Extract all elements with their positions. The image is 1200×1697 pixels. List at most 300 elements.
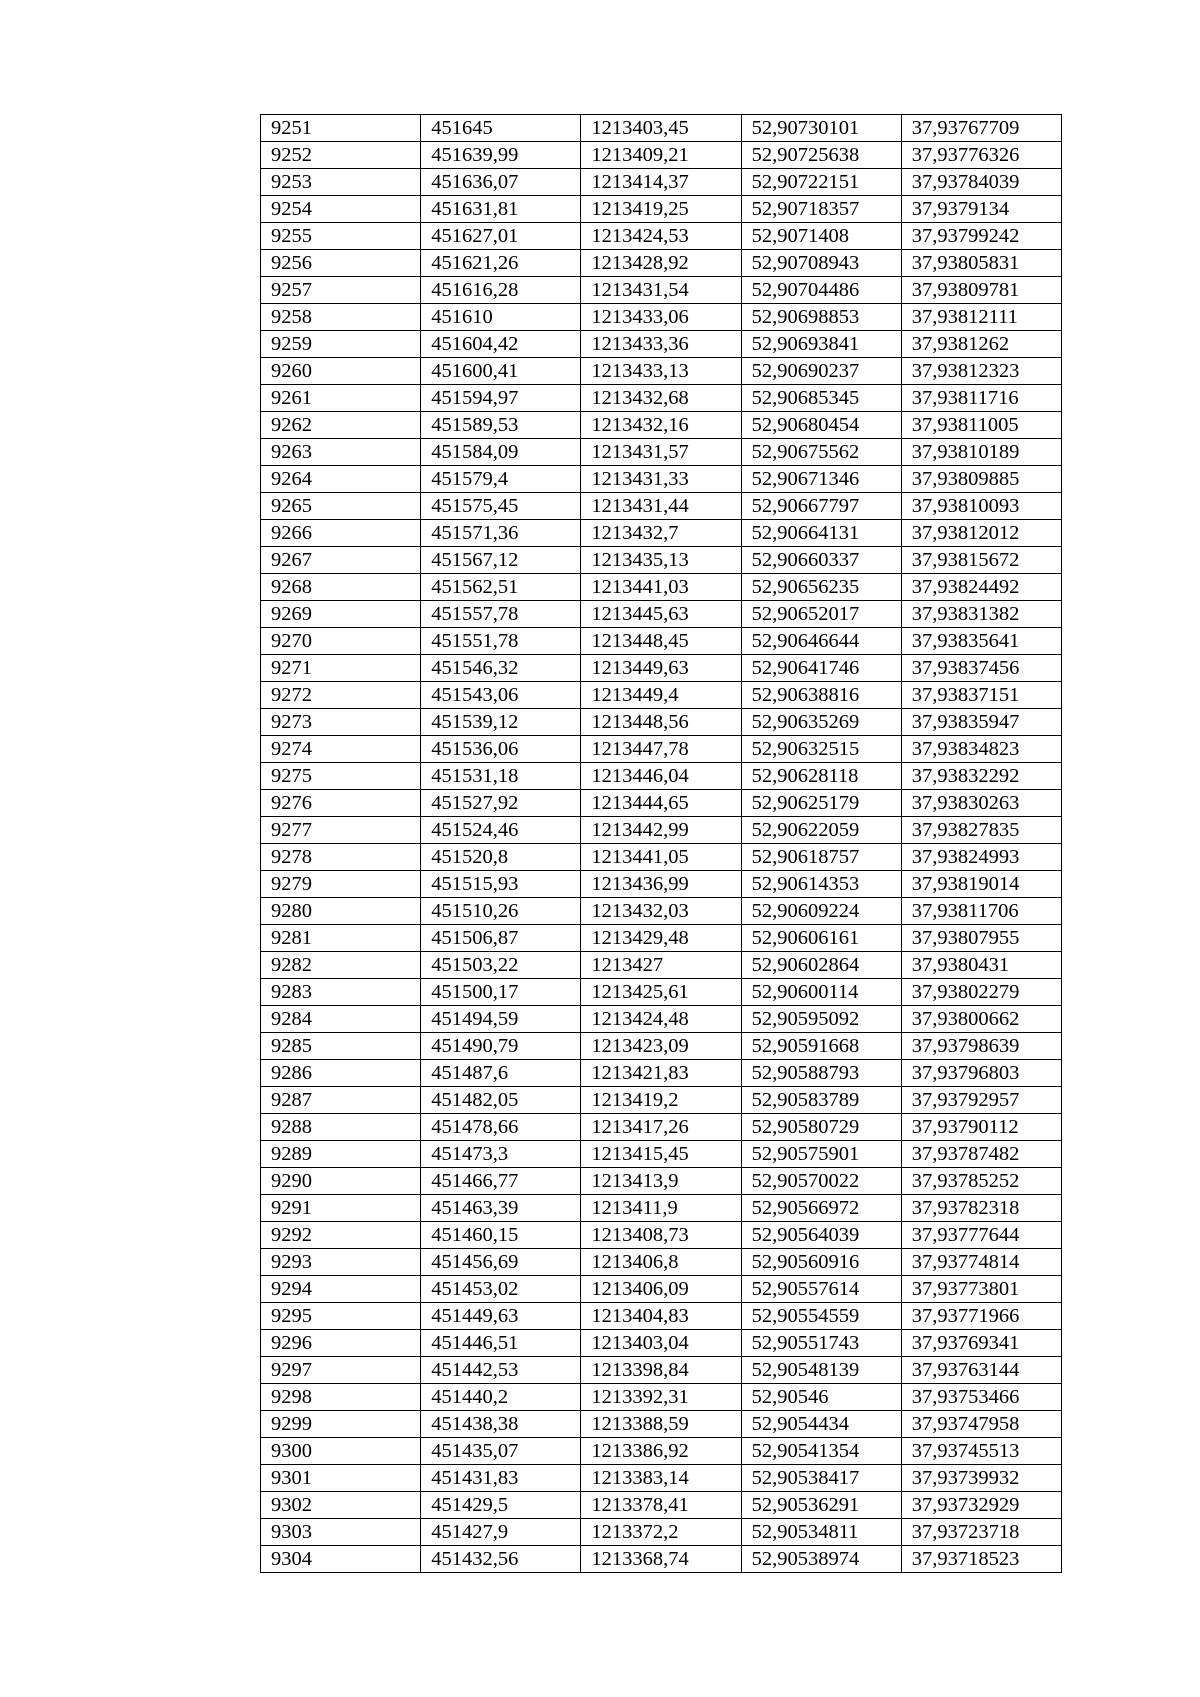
latitude-cell: 52,90646644: [741, 628, 901, 655]
y-coordinate-cell: 1213432,03: [581, 898, 741, 925]
latitude-cell: 52,90591668: [741, 1033, 901, 1060]
x-coordinate-cell: 451636,07: [421, 169, 581, 196]
point-number-cell: 9276: [261, 790, 421, 817]
longitude-cell: 37,93745513: [901, 1438, 1061, 1465]
latitude-cell: 52,90625179: [741, 790, 901, 817]
longitude-cell: 37,93732929: [901, 1492, 1061, 1519]
longitude-cell: 37,93810093: [901, 493, 1061, 520]
x-coordinate-cell: 451473,3: [421, 1141, 581, 1168]
latitude-cell: 52,90564039: [741, 1222, 901, 1249]
table-row: [261, 358, 1062, 385]
longitude-cell: 37,93812111: [901, 304, 1061, 331]
longitude-cell: 37,93812012: [901, 520, 1061, 547]
longitude-cell: 37,93824492: [901, 574, 1061, 601]
point-number-cell: 9256: [261, 250, 421, 277]
table-row: [261, 142, 1062, 169]
x-coordinate-cell: 451579,4: [421, 466, 581, 493]
longitude-cell: 37,93718523: [901, 1546, 1061, 1573]
x-coordinate-cell: 451487,6: [421, 1060, 581, 1087]
longitude-cell: 37,93835641: [901, 628, 1061, 655]
point-number-cell: 9302: [261, 1492, 421, 1519]
table-row: [261, 1141, 1062, 1168]
longitude-cell: 37,93782318: [901, 1195, 1061, 1222]
x-coordinate-cell: 451562,51: [421, 574, 581, 601]
x-coordinate-cell: 451543,06: [421, 682, 581, 709]
x-coordinate-cell: 451494,59: [421, 1006, 581, 1033]
longitude-cell: 37,93787482: [901, 1141, 1061, 1168]
latitude-cell: 52,90671346: [741, 466, 901, 493]
table-row: [261, 250, 1062, 277]
longitude-cell: 37,93774814: [901, 1249, 1061, 1276]
latitude-cell: 52,90600114: [741, 979, 901, 1006]
x-coordinate-cell: 451616,28: [421, 277, 581, 304]
y-coordinate-cell: 1213432,7: [581, 520, 741, 547]
longitude-cell: 37,93810189: [901, 439, 1061, 466]
latitude-cell: 52,9071408: [741, 223, 901, 250]
point-number-cell: 9301: [261, 1465, 421, 1492]
y-coordinate-cell: 1213428,92: [581, 250, 741, 277]
y-coordinate-cell: 1213448,56: [581, 709, 741, 736]
x-coordinate-cell: 451621,26: [421, 250, 581, 277]
y-coordinate-cell: 1213378,41: [581, 1492, 741, 1519]
longitude-cell: 37,93807955: [901, 925, 1061, 952]
y-coordinate-cell: 1213433,06: [581, 304, 741, 331]
latitude-cell: 52,90560916: [741, 1249, 901, 1276]
y-coordinate-cell: 1213442,99: [581, 817, 741, 844]
latitude-cell: 52,90622059: [741, 817, 901, 844]
x-coordinate-cell: 451520,8: [421, 844, 581, 871]
latitude-cell: 52,90652017: [741, 601, 901, 628]
x-coordinate-cell: 451442,53: [421, 1357, 581, 1384]
point-number-cell: 9263: [261, 439, 421, 466]
y-coordinate-cell: 1213411,9: [581, 1195, 741, 1222]
point-number-cell: 9297: [261, 1357, 421, 1384]
latitude-cell: 52,90609224: [741, 898, 901, 925]
y-coordinate-cell: 1213403,04: [581, 1330, 741, 1357]
point-number-cell: 9286: [261, 1060, 421, 1087]
y-coordinate-cell: 1213413,9: [581, 1168, 741, 1195]
point-number-cell: 9298: [261, 1384, 421, 1411]
x-coordinate-cell: 451645: [421, 115, 581, 142]
longitude-cell: 37,93834823: [901, 736, 1061, 763]
longitude-cell: 37,93837456: [901, 655, 1061, 682]
table-row: [261, 601, 1062, 628]
point-number-cell: 9272: [261, 682, 421, 709]
latitude-cell: 52,90722151: [741, 169, 901, 196]
longitude-cell: 37,93773801: [901, 1276, 1061, 1303]
x-coordinate-cell: 451515,93: [421, 871, 581, 898]
longitude-cell: 37,93763144: [901, 1357, 1061, 1384]
table-row: [261, 196, 1062, 223]
x-coordinate-cell: 451463,39: [421, 1195, 581, 1222]
x-coordinate-cell: 451571,36: [421, 520, 581, 547]
x-coordinate-cell: 451551,78: [421, 628, 581, 655]
latitude-cell: 52,90606161: [741, 925, 901, 952]
x-coordinate-cell: 451567,12: [421, 547, 581, 574]
latitude-cell: 52,90660337: [741, 547, 901, 574]
latitude-cell: 52,90690237: [741, 358, 901, 385]
point-number-cell: 9267: [261, 547, 421, 574]
latitude-cell: 52,90548139: [741, 1357, 901, 1384]
longitude-cell: 37,9381262: [901, 331, 1061, 358]
y-coordinate-cell: 1213392,31: [581, 1384, 741, 1411]
latitude-cell: 52,90730101: [741, 115, 901, 142]
y-coordinate-cell: 1213408,73: [581, 1222, 741, 1249]
y-coordinate-cell: 1213404,83: [581, 1303, 741, 1330]
table-row: [261, 331, 1062, 358]
coordinates-table-body: [261, 115, 1062, 1573]
x-coordinate-cell: 451610: [421, 304, 581, 331]
latitude-cell: 52,90557614: [741, 1276, 901, 1303]
latitude-cell: 52,90588793: [741, 1060, 901, 1087]
point-number-cell: 9269: [261, 601, 421, 628]
table-row: [261, 1087, 1062, 1114]
x-coordinate-cell: 451446,51: [421, 1330, 581, 1357]
table-row: [261, 682, 1062, 709]
latitude-cell: 52,90546: [741, 1384, 901, 1411]
y-coordinate-cell: 1213423,09: [581, 1033, 741, 1060]
y-coordinate-cell: 1213368,74: [581, 1546, 741, 1573]
longitude-cell: 37,93753466: [901, 1384, 1061, 1411]
y-coordinate-cell: 1213433,13: [581, 358, 741, 385]
x-coordinate-cell: 451500,17: [421, 979, 581, 1006]
y-coordinate-cell: 1213372,2: [581, 1519, 741, 1546]
latitude-cell: 52,90618757: [741, 844, 901, 871]
y-coordinate-cell: 1213409,21: [581, 142, 741, 169]
y-coordinate-cell: 1213431,44: [581, 493, 741, 520]
x-coordinate-cell: 451546,32: [421, 655, 581, 682]
longitude-cell: 37,93811005: [901, 412, 1061, 439]
table-row: [261, 1411, 1062, 1438]
table-row: [261, 898, 1062, 925]
x-coordinate-cell: 451531,18: [421, 763, 581, 790]
table-row: [261, 385, 1062, 412]
latitude-cell: 52,90667797: [741, 493, 901, 520]
latitude-cell: 52,90638816: [741, 682, 901, 709]
y-coordinate-cell: 1213398,84: [581, 1357, 741, 1384]
latitude-cell: 52,90595092: [741, 1006, 901, 1033]
latitude-cell: 52,90551743: [741, 1330, 901, 1357]
longitude-cell: 37,93819014: [901, 871, 1061, 898]
coordinates-table: [260, 114, 1062, 1573]
latitude-cell: 52,90538417: [741, 1465, 901, 1492]
point-number-cell: 9258: [261, 304, 421, 331]
longitude-cell: 37,93824993: [901, 844, 1061, 871]
point-number-cell: 9261: [261, 385, 421, 412]
y-coordinate-cell: 1213419,25: [581, 196, 741, 223]
x-coordinate-cell: 451594,97: [421, 385, 581, 412]
point-number-cell: 9254: [261, 196, 421, 223]
table-row: [261, 628, 1062, 655]
y-coordinate-cell: 1213414,37: [581, 169, 741, 196]
longitude-cell: 37,93831382: [901, 601, 1061, 628]
longitude-cell: 37,93832292: [901, 763, 1061, 790]
y-coordinate-cell: 1213386,92: [581, 1438, 741, 1465]
longitude-cell: 37,93827835: [901, 817, 1061, 844]
y-coordinate-cell: 1213424,48: [581, 1006, 741, 1033]
latitude-cell: 52,90718357: [741, 196, 901, 223]
point-number-cell: 9285: [261, 1033, 421, 1060]
table-row: [261, 223, 1062, 250]
latitude-cell: 52,90641746: [741, 655, 901, 682]
table-row: [261, 1546, 1062, 1573]
table-row: [261, 439, 1062, 466]
y-coordinate-cell: 1213403,45: [581, 115, 741, 142]
x-coordinate-cell: 451604,42: [421, 331, 581, 358]
x-coordinate-cell: 451631,81: [421, 196, 581, 223]
latitude-cell: 52,90635269: [741, 709, 901, 736]
x-coordinate-cell: 451453,02: [421, 1276, 581, 1303]
point-number-cell: 9293: [261, 1249, 421, 1276]
y-coordinate-cell: 1213431,33: [581, 466, 741, 493]
y-coordinate-cell: 1213449,63: [581, 655, 741, 682]
y-coordinate-cell: 1213436,99: [581, 871, 741, 898]
x-coordinate-cell: 451478,66: [421, 1114, 581, 1141]
longitude-cell: 37,93747958: [901, 1411, 1061, 1438]
table-row: [261, 1492, 1062, 1519]
y-coordinate-cell: 1213441,03: [581, 574, 741, 601]
table-row: [261, 1033, 1062, 1060]
longitude-cell: 37,93811716: [901, 385, 1061, 412]
longitude-cell: 37,93784039: [901, 169, 1061, 196]
longitude-cell: 37,93739932: [901, 1465, 1061, 1492]
longitude-cell: 37,93802279: [901, 979, 1061, 1006]
latitude-cell: 52,90538974: [741, 1546, 901, 1573]
longitude-cell: 37,93809781: [901, 277, 1061, 304]
x-coordinate-cell: 451589,53: [421, 412, 581, 439]
x-coordinate-cell: 451510,26: [421, 898, 581, 925]
y-coordinate-cell: 1213444,65: [581, 790, 741, 817]
y-coordinate-cell: 1213424,53: [581, 223, 741, 250]
point-number-cell: 9289: [261, 1141, 421, 1168]
x-coordinate-cell: 451584,09: [421, 439, 581, 466]
longitude-cell: 37,93777644: [901, 1222, 1061, 1249]
table-row: [261, 1006, 1062, 1033]
x-coordinate-cell: 451524,46: [421, 817, 581, 844]
table-row: [261, 1195, 1062, 1222]
table-row: [261, 1384, 1062, 1411]
y-coordinate-cell: 1213432,16: [581, 412, 741, 439]
point-number-cell: 9284: [261, 1006, 421, 1033]
longitude-cell: 37,93830263: [901, 790, 1061, 817]
table-row: [261, 1438, 1062, 1465]
point-number-cell: 9266: [261, 520, 421, 547]
x-coordinate-cell: 451432,56: [421, 1546, 581, 1573]
y-coordinate-cell: 1213425,61: [581, 979, 741, 1006]
table-row: [261, 925, 1062, 952]
point-number-cell: 9262: [261, 412, 421, 439]
table-row: [261, 115, 1062, 142]
point-number-cell: 9279: [261, 871, 421, 898]
table-row: [261, 1276, 1062, 1303]
point-number-cell: 9275: [261, 763, 421, 790]
latitude-cell: 52,90693841: [741, 331, 901, 358]
x-coordinate-cell: 451536,06: [421, 736, 581, 763]
longitude-cell: 37,93769341: [901, 1330, 1061, 1357]
longitude-cell: 37,93796803: [901, 1060, 1061, 1087]
x-coordinate-cell: 451506,87: [421, 925, 581, 952]
latitude-cell: 52,90680454: [741, 412, 901, 439]
y-coordinate-cell: 1213431,57: [581, 439, 741, 466]
x-coordinate-cell: 451440,2: [421, 1384, 581, 1411]
table-row: [261, 520, 1062, 547]
table-row: [261, 466, 1062, 493]
point-number-cell: 9304: [261, 1546, 421, 1573]
table-row: [261, 871, 1062, 898]
table-row: [261, 412, 1062, 439]
x-coordinate-cell: 451449,63: [421, 1303, 581, 1330]
y-coordinate-cell: 1213448,45: [581, 628, 741, 655]
longitude-cell: 37,93799242: [901, 223, 1061, 250]
y-coordinate-cell: 1213406,09: [581, 1276, 741, 1303]
table-row: [261, 493, 1062, 520]
table-row: [261, 817, 1062, 844]
latitude-cell: 52,90534811: [741, 1519, 901, 1546]
table-row: [261, 763, 1062, 790]
table-row: [261, 574, 1062, 601]
longitude-cell: 37,9380431: [901, 952, 1061, 979]
longitude-cell: 37,93805831: [901, 250, 1061, 277]
latitude-cell: 52,90566972: [741, 1195, 901, 1222]
table-row: [261, 1168, 1062, 1195]
point-number-cell: 9300: [261, 1438, 421, 1465]
x-coordinate-cell: 451431,83: [421, 1465, 581, 1492]
x-coordinate-cell: 451482,05: [421, 1087, 581, 1114]
y-coordinate-cell: 1213417,26: [581, 1114, 741, 1141]
point-number-cell: 9280: [261, 898, 421, 925]
x-coordinate-cell: 451503,22: [421, 952, 581, 979]
longitude-cell: 37,93837151: [901, 682, 1061, 709]
table-row: [261, 979, 1062, 1006]
latitude-cell: 52,90541354: [741, 1438, 901, 1465]
y-coordinate-cell: 1213432,68: [581, 385, 741, 412]
longitude-cell: 37,93785252: [901, 1168, 1061, 1195]
latitude-cell: 52,90704486: [741, 277, 901, 304]
latitude-cell: 52,90698853: [741, 304, 901, 331]
point-number-cell: 9265: [261, 493, 421, 520]
longitude-cell: 37,93800662: [901, 1006, 1061, 1033]
y-coordinate-cell: 1213421,83: [581, 1060, 741, 1087]
latitude-cell: 52,90708943: [741, 250, 901, 277]
point-number-cell: 9270: [261, 628, 421, 655]
point-number-cell: 9273: [261, 709, 421, 736]
x-coordinate-cell: 451435,07: [421, 1438, 581, 1465]
x-coordinate-cell: 451456,69: [421, 1249, 581, 1276]
table-row: [261, 1222, 1062, 1249]
latitude-cell: 52,90725638: [741, 142, 901, 169]
y-coordinate-cell: 1213431,54: [581, 277, 741, 304]
longitude-cell: 37,93812323: [901, 358, 1061, 385]
table-row: [261, 304, 1062, 331]
table-row: [261, 709, 1062, 736]
table-row: [261, 169, 1062, 196]
point-number-cell: 9264: [261, 466, 421, 493]
table-row: [261, 1303, 1062, 1330]
point-number-cell: 9255: [261, 223, 421, 250]
y-coordinate-cell: 1213433,36: [581, 331, 741, 358]
y-coordinate-cell: 1213415,45: [581, 1141, 741, 1168]
table-row: [261, 1357, 1062, 1384]
point-number-cell: 9252: [261, 142, 421, 169]
point-number-cell: 9292: [261, 1222, 421, 1249]
table-row: [261, 790, 1062, 817]
latitude-cell: 52,90536291: [741, 1492, 901, 1519]
longitude-cell: 37,93792957: [901, 1087, 1061, 1114]
table-row: [261, 1330, 1062, 1357]
point-number-cell: 9295: [261, 1303, 421, 1330]
table-row: [261, 1519, 1062, 1546]
latitude-cell: 52,90575901: [741, 1141, 901, 1168]
table-row: [261, 547, 1062, 574]
y-coordinate-cell: 1213388,59: [581, 1411, 741, 1438]
point-number-cell: 9251: [261, 115, 421, 142]
y-coordinate-cell: 1213445,63: [581, 601, 741, 628]
y-coordinate-cell: 1213419,2: [581, 1087, 741, 1114]
longitude-cell: 37,93809885: [901, 466, 1061, 493]
latitude-cell: 52,90656235: [741, 574, 901, 601]
longitude-cell: 37,93835947: [901, 709, 1061, 736]
longitude-cell: 37,93815672: [901, 547, 1061, 574]
x-coordinate-cell: 451429,5: [421, 1492, 581, 1519]
point-number-cell: 9288: [261, 1114, 421, 1141]
point-number-cell: 9282: [261, 952, 421, 979]
point-number-cell: 9277: [261, 817, 421, 844]
table-row: [261, 844, 1062, 871]
point-number-cell: 9278: [261, 844, 421, 871]
point-number-cell: 9257: [261, 277, 421, 304]
latitude-cell: 52,90628118: [741, 763, 901, 790]
y-coordinate-cell: 1213435,13: [581, 547, 741, 574]
x-coordinate-cell: 451600,41: [421, 358, 581, 385]
point-number-cell: 9253: [261, 169, 421, 196]
longitude-cell: 37,93811706: [901, 898, 1061, 925]
longitude-cell: 37,93790112: [901, 1114, 1061, 1141]
point-number-cell: 9294: [261, 1276, 421, 1303]
latitude-cell: 52,90554559: [741, 1303, 901, 1330]
longitude-cell: 37,93776326: [901, 142, 1061, 169]
latitude-cell: 52,90583789: [741, 1087, 901, 1114]
x-coordinate-cell: 451460,15: [421, 1222, 581, 1249]
x-coordinate-cell: 451527,92: [421, 790, 581, 817]
latitude-cell: 52,90685345: [741, 385, 901, 412]
y-coordinate-cell: 1213441,05: [581, 844, 741, 871]
x-coordinate-cell: 451627,01: [421, 223, 581, 250]
y-coordinate-cell: 1213427: [581, 952, 741, 979]
point-number-cell: 9271: [261, 655, 421, 682]
x-coordinate-cell: 451427,9: [421, 1519, 581, 1546]
y-coordinate-cell: 1213446,04: [581, 763, 741, 790]
latitude-cell: 52,90580729: [741, 1114, 901, 1141]
latitude-cell: 52,9054434: [741, 1411, 901, 1438]
table-row: [261, 952, 1062, 979]
point-number-cell: 9290: [261, 1168, 421, 1195]
x-coordinate-cell: 451466,77: [421, 1168, 581, 1195]
longitude-cell: 37,93771966: [901, 1303, 1061, 1330]
longitude-cell: 37,93798639: [901, 1033, 1061, 1060]
table-row: [261, 736, 1062, 763]
point-number-cell: 9274: [261, 736, 421, 763]
x-coordinate-cell: 451438,38: [421, 1411, 581, 1438]
table-row: [261, 1060, 1062, 1087]
y-coordinate-cell: 1213447,78: [581, 736, 741, 763]
point-number-cell: 9260: [261, 358, 421, 385]
table-row: [261, 277, 1062, 304]
x-coordinate-cell: 451490,79: [421, 1033, 581, 1060]
x-coordinate-cell: 451575,45: [421, 493, 581, 520]
x-coordinate-cell: 451639,99: [421, 142, 581, 169]
x-coordinate-cell: 451539,12: [421, 709, 581, 736]
point-number-cell: 9299: [261, 1411, 421, 1438]
